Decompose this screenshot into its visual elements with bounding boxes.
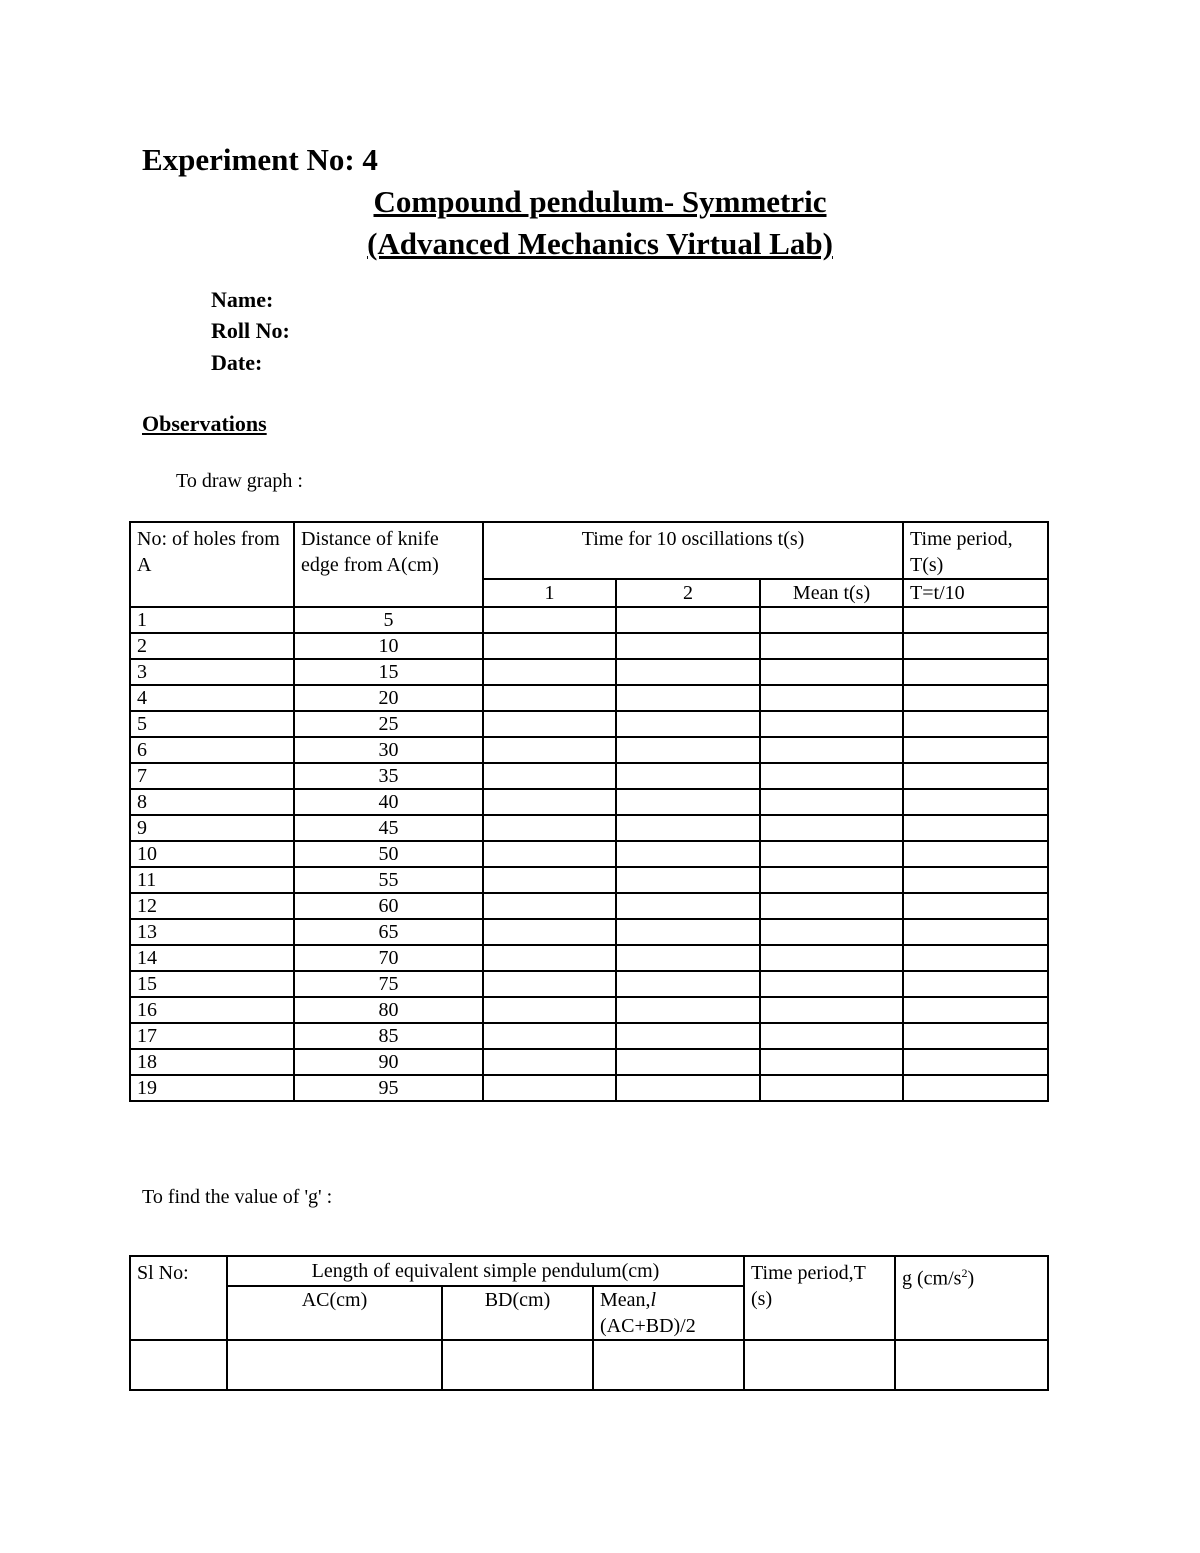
trial-1-cell[interactable] xyxy=(483,867,616,893)
knife-distance: 30 xyxy=(294,737,483,763)
period-cell[interactable] xyxy=(903,1049,1048,1075)
trial-1-cell[interactable] xyxy=(483,1075,616,1101)
mean-cell[interactable] xyxy=(760,633,903,659)
hole-number: 1 xyxy=(130,607,294,633)
trial-1-cell[interactable] xyxy=(483,945,616,971)
trial-2-cell[interactable] xyxy=(616,607,760,633)
period-cell[interactable] xyxy=(903,789,1048,815)
trial-1-cell[interactable] xyxy=(483,763,616,789)
knife-distance: 20 xyxy=(294,685,483,711)
graph-note: To draw graph : xyxy=(176,470,303,492)
knife-distance: 25 xyxy=(294,711,483,737)
g-note: To find the value of 'g' : xyxy=(142,1186,333,1208)
hole-number: 15 xyxy=(130,971,294,997)
header-mean-formula: (AC+BD)/2 xyxy=(600,1315,696,1337)
knife-distance: 65 xyxy=(294,919,483,945)
period-cell[interactable] xyxy=(903,607,1048,633)
title-line-2: (Advanced Mechanics Virtual Lab) xyxy=(367,226,833,261)
oscillation-table xyxy=(129,521,1049,1102)
mean-cell[interactable] xyxy=(760,815,903,841)
g-cell-mean[interactable] xyxy=(593,1340,744,1390)
hole-number: 16 xyxy=(130,997,294,1023)
trial-1-cell[interactable] xyxy=(483,1049,616,1075)
trial-1-cell[interactable] xyxy=(483,659,616,685)
date-label: Date: xyxy=(211,350,263,375)
header-length: Length of equivalent simple pendulum(cm) xyxy=(227,1256,744,1286)
g-cell-sl[interactable] xyxy=(130,1340,227,1390)
mean-cell[interactable] xyxy=(760,841,903,867)
hole-number: 10 xyxy=(130,841,294,867)
table-row xyxy=(130,633,1048,659)
period-cell[interactable] xyxy=(903,945,1048,971)
period-cell[interactable] xyxy=(903,815,1048,841)
hole-number: 17 xyxy=(130,1023,294,1049)
trial-1-cell[interactable] xyxy=(483,919,616,945)
trial-2-cell[interactable] xyxy=(616,997,760,1023)
header-g xyxy=(895,1256,1048,1340)
hole-number: 12 xyxy=(130,893,294,919)
hole-number: 14 xyxy=(130,945,294,971)
knife-distance: 95 xyxy=(294,1075,483,1101)
trial-1-cell[interactable] xyxy=(483,971,616,997)
mean-cell[interactable] xyxy=(760,1023,903,1049)
table-row xyxy=(130,971,1048,997)
mean-cell[interactable] xyxy=(760,711,903,737)
table-row xyxy=(130,659,1048,685)
table-row xyxy=(130,1075,1048,1101)
trial-2-cell[interactable] xyxy=(616,867,760,893)
subheader-mean: Mean t(s) xyxy=(760,579,903,607)
g-cell-period[interactable] xyxy=(744,1340,895,1390)
header-holes: No: of holes from A xyxy=(130,522,294,607)
mean-cell[interactable] xyxy=(760,789,903,815)
knife-distance: 40 xyxy=(294,789,483,815)
table-row xyxy=(130,789,1048,815)
mean-cell[interactable] xyxy=(760,685,903,711)
g-cell-bd[interactable] xyxy=(442,1340,593,1390)
table-row xyxy=(130,893,1048,919)
header-sl-no: Sl No: xyxy=(130,1256,227,1340)
table-row xyxy=(130,867,1048,893)
header-bd: BD(cm) xyxy=(442,1286,593,1340)
hole-number: 18 xyxy=(130,1049,294,1075)
hole-number: 11 xyxy=(130,867,294,893)
table-row xyxy=(130,997,1048,1023)
trial-1-cell[interactable] xyxy=(483,711,616,737)
hole-number: 4 xyxy=(130,685,294,711)
table-row xyxy=(130,815,1048,841)
knife-distance: 10 xyxy=(294,633,483,659)
header-period: Time period, T(s) xyxy=(903,522,1048,579)
table-row xyxy=(130,607,1048,633)
period-cell[interactable] xyxy=(903,893,1048,919)
trial-2-cell[interactable] xyxy=(616,815,760,841)
period-cell[interactable] xyxy=(903,659,1048,685)
period-cell[interactable] xyxy=(903,1075,1048,1101)
header-time-period: Time period,T (s) xyxy=(744,1256,895,1340)
trial-2-cell[interactable] xyxy=(616,633,760,659)
table-row xyxy=(130,685,1048,711)
table-row xyxy=(130,841,1048,867)
header-g-exponent: 2 xyxy=(961,1266,968,1280)
experiment-heading: Experiment No: 4 xyxy=(142,142,378,177)
trial-1-cell[interactable] xyxy=(483,737,616,763)
mean-cell[interactable] xyxy=(760,607,903,633)
header-mean-var: l xyxy=(650,1289,657,1311)
roll-label: Roll No: xyxy=(211,318,290,343)
trial-2-cell[interactable] xyxy=(616,763,760,789)
header-distance: Distance of knife edge from A(cm) xyxy=(294,522,483,607)
hole-number: 19 xyxy=(130,1075,294,1101)
trial-2-cell[interactable] xyxy=(616,1075,760,1101)
period-cell[interactable] xyxy=(903,997,1048,1023)
header-g-text: g (cm/s xyxy=(902,1267,962,1290)
trial-2-cell[interactable] xyxy=(616,789,760,815)
knife-distance: 35 xyxy=(294,763,483,789)
table-row xyxy=(130,919,1048,945)
header-time: Time for 10 oscillations t(s) xyxy=(483,522,903,579)
g-cell-ac[interactable] xyxy=(227,1340,442,1390)
mean-cell[interactable] xyxy=(760,893,903,919)
hole-number: 13 xyxy=(130,919,294,945)
knife-distance: 50 xyxy=(294,841,483,867)
table-row xyxy=(130,737,1048,763)
period-cell[interactable] xyxy=(903,841,1048,867)
trial-2-cell[interactable] xyxy=(616,659,760,685)
header-ac: AC(cm) xyxy=(227,1286,442,1340)
knife-distance: 60 xyxy=(294,893,483,919)
g-table xyxy=(129,1255,1049,1391)
period-cell[interactable] xyxy=(903,685,1048,711)
period-cell[interactable] xyxy=(903,633,1048,659)
trial-2-cell[interactable] xyxy=(616,1023,760,1049)
trial-2-cell[interactable] xyxy=(616,737,760,763)
knife-distance: 55 xyxy=(294,867,483,893)
trial-1-cell[interactable] xyxy=(483,815,616,841)
period-cell[interactable] xyxy=(903,711,1048,737)
subheader-trial-2: 2 xyxy=(616,579,760,607)
hole-number: 5 xyxy=(130,711,294,737)
hole-number: 6 xyxy=(130,737,294,763)
g-cell-g[interactable] xyxy=(895,1340,1048,1390)
trial-2-cell[interactable] xyxy=(616,841,760,867)
knife-distance: 75 xyxy=(294,971,483,997)
table-row xyxy=(130,711,1048,737)
trial-2-cell[interactable] xyxy=(616,971,760,997)
trial-2-cell[interactable] xyxy=(616,893,760,919)
mean-cell[interactable] xyxy=(760,737,903,763)
trial-2-cell[interactable] xyxy=(616,711,760,737)
mean-cell[interactable] xyxy=(760,971,903,997)
trial-2-cell[interactable] xyxy=(616,919,760,945)
trial-1-cell[interactable] xyxy=(483,1023,616,1049)
mean-cell[interactable] xyxy=(760,945,903,971)
mean-cell[interactable] xyxy=(760,763,903,789)
hole-number: 7 xyxy=(130,763,294,789)
mean-cell[interactable] xyxy=(760,919,903,945)
trial-1-cell[interactable] xyxy=(483,633,616,659)
knife-distance: 80 xyxy=(294,997,483,1023)
trial-1-cell[interactable] xyxy=(483,997,616,1023)
knife-distance: 5 xyxy=(294,607,483,633)
trial-1-cell[interactable] xyxy=(483,685,616,711)
trial-2-cell[interactable] xyxy=(616,685,760,711)
trial-1-cell[interactable] xyxy=(483,607,616,633)
trial-1-cell[interactable] xyxy=(483,841,616,867)
period-cell[interactable] xyxy=(903,919,1048,945)
table-row xyxy=(130,945,1048,971)
header-mean-l xyxy=(593,1286,744,1340)
subheader-trial-1: 1 xyxy=(483,579,616,607)
hole-number: 2 xyxy=(130,633,294,659)
mean-cell[interactable] xyxy=(760,1049,903,1075)
trial-2-cell[interactable] xyxy=(616,945,760,971)
trial-2-cell[interactable] xyxy=(616,1049,760,1075)
knife-distance: 45 xyxy=(294,815,483,841)
observations-heading: Observations xyxy=(142,411,267,436)
table-row xyxy=(130,1023,1048,1049)
trial-1-cell[interactable] xyxy=(483,789,616,815)
subheader-period-formula: T=t/10 xyxy=(903,579,1048,607)
period-cell[interactable] xyxy=(903,1023,1048,1049)
table-row xyxy=(130,763,1048,789)
mean-cell[interactable] xyxy=(760,867,903,893)
hole-number: 9 xyxy=(130,815,294,841)
knife-distance: 70 xyxy=(294,945,483,971)
knife-distance: 90 xyxy=(294,1049,483,1075)
mean-cell[interactable] xyxy=(760,1075,903,1101)
hole-number: 8 xyxy=(130,789,294,815)
knife-distance: 15 xyxy=(294,659,483,685)
title-line-1: Compound pendulum- Symmetric xyxy=(373,184,827,219)
period-cell[interactable] xyxy=(903,867,1048,893)
period-cell[interactable] xyxy=(903,737,1048,763)
mean-cell[interactable] xyxy=(760,659,903,685)
name-label: Name: xyxy=(211,287,274,312)
hole-number: 3 xyxy=(130,659,294,685)
header-mean-text: Mean, xyxy=(600,1289,651,1311)
header-g-close: ) xyxy=(967,1267,975,1290)
knife-distance: 85 xyxy=(294,1023,483,1049)
period-cell[interactable] xyxy=(903,971,1048,997)
period-cell[interactable] xyxy=(903,763,1048,789)
table-row xyxy=(130,1049,1048,1075)
trial-1-cell[interactable] xyxy=(483,893,616,919)
mean-cell[interactable] xyxy=(760,997,903,1023)
